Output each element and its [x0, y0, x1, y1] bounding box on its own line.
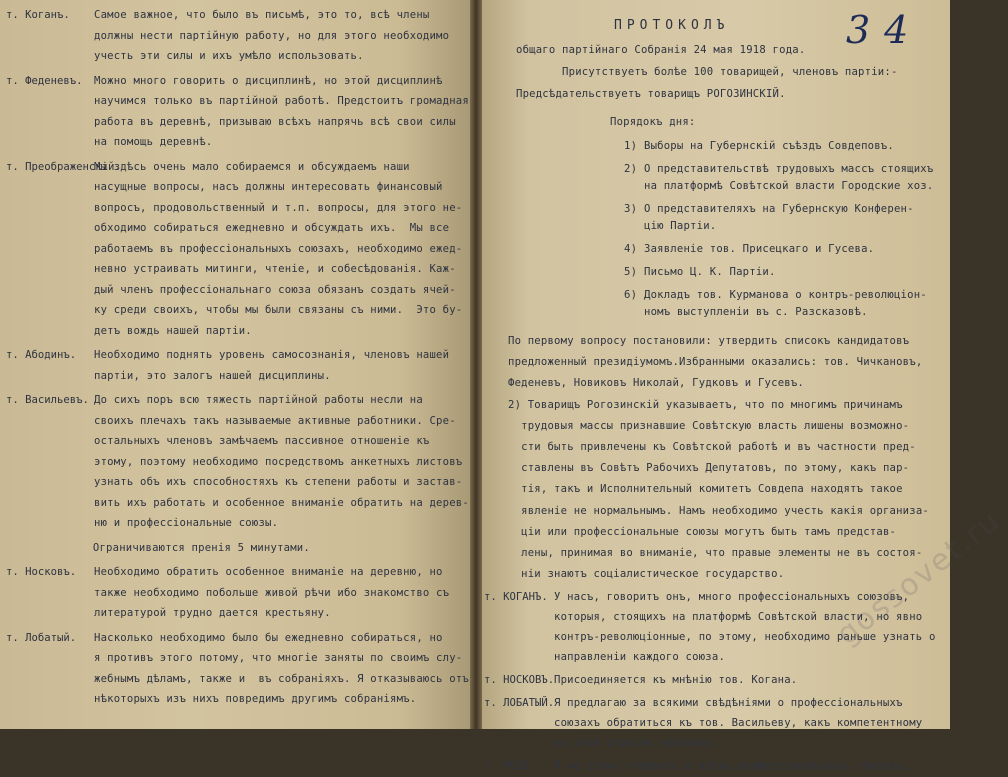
speech-line: направленіи каждого союза. [554, 651, 726, 664]
speech-line: въ этой отросли человѣку. [554, 737, 719, 750]
speech-line: дый членъ профессіональнаго союза обязанъ создать ячей- [94, 283, 456, 296]
speech-line: своихъ плечахъ такъ называемые активные работники. Сре- [94, 414, 456, 427]
resolution-line: сти быть привлечены къ Совѣтской работѣ и въ частности пред- [508, 441, 916, 453]
speech-line: партіи, это залогъ нашей дисциплины. [94, 369, 331, 382]
speech-line: детъ вождь нашей партіи. [94, 324, 252, 337]
speech-line: Присоединяется къ мнѣнію тов. Когана. [554, 674, 798, 687]
resolution-line: 2) Товарищъ Рогозинскій указываетъ, что по многимъ причинамъ [508, 398, 903, 411]
speech-line: союзахъ обратиться къ тов. Васильеву, какъ компетентному [554, 717, 923, 730]
speech-line: Мы здѣсь очень мало собираемся и обсуждаемъ наши [94, 160, 410, 173]
left-page [0, 0, 470, 729]
speech-line: обходимо собираться ежедневно и обсуждать ихъ. Мы все [94, 222, 450, 234]
speaker-name: т. Васильевъ. [6, 394, 89, 406]
speech-line: Необходимо обратить особенное вниманіе на деревню, но [94, 566, 443, 578]
speech-line: Необходимо поднять уровень самосознанія, членовъ нашей [94, 349, 450, 361]
speech-line: узнать объ ихъ способностяхъ къ степени работы и застав- [94, 476, 463, 488]
speech-line: научимся только въ партійной работѣ. Предстоитъ громадная [94, 95, 469, 107]
speech-line: остальныхъ членовъ замѣчаемъ пассивное отношеніе къ [94, 435, 430, 447]
resolution-line: ставлены въ Совѣтъ Рабочихъ Депутатовъ, по этому, какъ пар- [508, 462, 910, 475]
speaker-name: т. КОГАНЪ. [484, 591, 548, 604]
speech-line: на помощь деревнѣ. [94, 136, 213, 148]
speech-line: вопросъ, продовольственный и т.п. вопросы, для этого не- [94, 201, 463, 214]
resolution-line: предложенный президіумомъ.Избранными оказались: тов. Чичкановъ, [508, 356, 923, 369]
agenda-item-number: 1) [624, 140, 638, 152]
speech-line: работаемъ въ профессіональныхъ союзахъ, необходимо ежед- [94, 242, 463, 255]
agenda-item-number: 4) [624, 243, 638, 255]
speaker-name: т. Лобатый. [6, 631, 77, 644]
speech-line: жебнымъ дѣламъ, также и въ собраніяхъ. Я отказываюсь отъ [94, 672, 469, 685]
agenda-item-line: Докладъ тов. Курманова о контръ-революціон- [644, 289, 927, 301]
resolution-line: тія, такъ и Исполнительный комитетъ Совдепа находятъ такое [508, 483, 903, 496]
speech-line: вить ихъ работать и особенное вниманіе обратить на дерев- [94, 496, 469, 509]
speech-line: ню и профессіональные союзы. [94, 517, 279, 529]
speech-line: Насколько необходимо было бы ежедневно собираться, но [94, 631, 443, 644]
agenda-item-number: 2) [624, 163, 638, 175]
header-line: Предсѣдательствуетъ товарищъ РОГОЗИНСКІЙ. [516, 88, 786, 100]
speech-line: Я предлагаю за всякими свѣдѣніями о профессіональныхъ [554, 697, 903, 710]
speaker-name: т. Носковъ. [6, 566, 77, 578]
speech-line: Ограничиваются пренія 5 минутами. [60, 541, 310, 554]
resolution-line: По первому вопросу постановили: утвердить списокъ кандидатовъ [508, 335, 910, 347]
speech-line: я противъ этого потому, что многіе заняты по своимъ слу- [94, 652, 463, 664]
book-gutter [470, 0, 482, 729]
agenda-item-number: 3) [624, 203, 638, 215]
speech-line: также необходимо побольше живой рѣчи ибо знакомство съ [94, 586, 450, 599]
speaker-name: т. РОЗЕ. [484, 760, 536, 773]
resolution-line: Феденевъ, Новиковъ Николай, Гудковъ и Гусевъ. [508, 377, 805, 390]
speech-line: этому, поэтому необходимо посредствомъ анкетныхъ листовъ [94, 455, 463, 468]
agenda-title: Порядокъ дня: [610, 116, 696, 128]
speaker-name: т. ЛОБАТЫЙ. [484, 697, 555, 710]
agenda-item-line: на платформѣ Совѣтской власти Городские хоз. [644, 180, 934, 192]
speech-line: Можно много говорить о дисциплинѣ, но этой дисциплинѣ [94, 74, 443, 87]
agenda-item-number: 5) [624, 266, 638, 278]
speech-line: ку среди своихъ, чтобы мы были связаны съ ними. Это бу- [94, 304, 463, 316]
speech-line: должны нести партійную работу, но для этого необходимо [94, 29, 450, 42]
document-title: ПРОТОКОЛЪ [614, 18, 730, 33]
speech-line: нѣкоторыхъ изъ нихъ повредимъ другимъ собраніямъ. [94, 693, 417, 705]
speech-line: работа въ деревнѣ, призываю всѣхъ напрячь всѣ свои силы [94, 115, 456, 128]
watermark: gossovet.ru [830, 502, 1008, 653]
speech-line: Я не стану говорить о всѣхъ профессіональныхъ союзахъ, [554, 760, 910, 773]
speaker-name: т. Абодинъ. [6, 349, 77, 361]
speech-line: Самое важное, что было въ письмѣ, это то, всѣ члены [94, 9, 430, 21]
agenda-item-number: 6) [624, 289, 638, 301]
speaker-name: т. Коганъ. [6, 9, 70, 21]
speech-line: учесть эти силы и ихъ умѣло использовать. [94, 50, 364, 62]
agenda-item-line: цію Партіи. [644, 220, 717, 232]
resolution-line: ніи знаютъ соціалистическое государство. [508, 568, 785, 581]
speech-line: У насъ, говоритъ онъ, много профессіональныхъ союзовъ, [554, 591, 910, 604]
agenda-item-line: Выборы на Губернскій съѣздъ Совдеповъ. [644, 140, 894, 152]
resolution-line: явленіе не нормальнымъ. Намъ необходимо учесть какія организа- [508, 504, 929, 517]
speech-line: невно устраивать митинги, чтеніе, и собесѣдованія. Каж- [94, 263, 456, 275]
speaker-name: т. Феденевъ. [6, 74, 83, 87]
agenda-item-line: номъ выступленіи въ с. Разсказовѣ. [644, 306, 868, 318]
header-line: Присутствуетъ болѣе 100 товарищей, членовъ партіи:- [516, 66, 898, 78]
agenda-item-line: О представительствѣ трудовыхъ массъ стоящихъ [644, 163, 934, 175]
archive-page-number: 34 [846, 8, 923, 52]
resolution-line: ціи или профессіональные союзы могутъ быть тамъ представ- [508, 525, 897, 538]
speech-line: насущные вопросы, насъ должны интересовать финансовый [94, 181, 443, 193]
speech-line: До сихъ поръ всю тяжесть партійной работы несли на [94, 394, 423, 406]
resolution-line: трудовыя массы признавшие Совѣтскую власть лишены возможно- [508, 419, 910, 432]
speaker-name: т. Преображенскій. [6, 160, 121, 173]
speaker-name: т. НОСКОВЪ. [484, 674, 555, 687]
speech-line: которыя, стоящихъ на платформѣ Совѣтской власти, но явно [554, 611, 923, 624]
agenda-item-line: О представителяхъ на Губернскую Конферен- [644, 203, 914, 215]
speech-line: литературой трудно дается крестьяну. [94, 607, 331, 619]
agenda-item-line: Заявленіе тов. Присецкаго и Гусева. [644, 243, 875, 255]
header-line: общаго партійнаго Собранія 24 мая 1918 года. [516, 44, 806, 56]
resolution-line: лены, принимая во вниманіе, что правые элементы не въ состоя- [508, 547, 923, 559]
speech-line: контръ-революціонные, по этому, необходимо раньше узнать о [554, 631, 936, 644]
agenda-item-line: Письмо Ц. К. Партіи. [644, 266, 776, 278]
